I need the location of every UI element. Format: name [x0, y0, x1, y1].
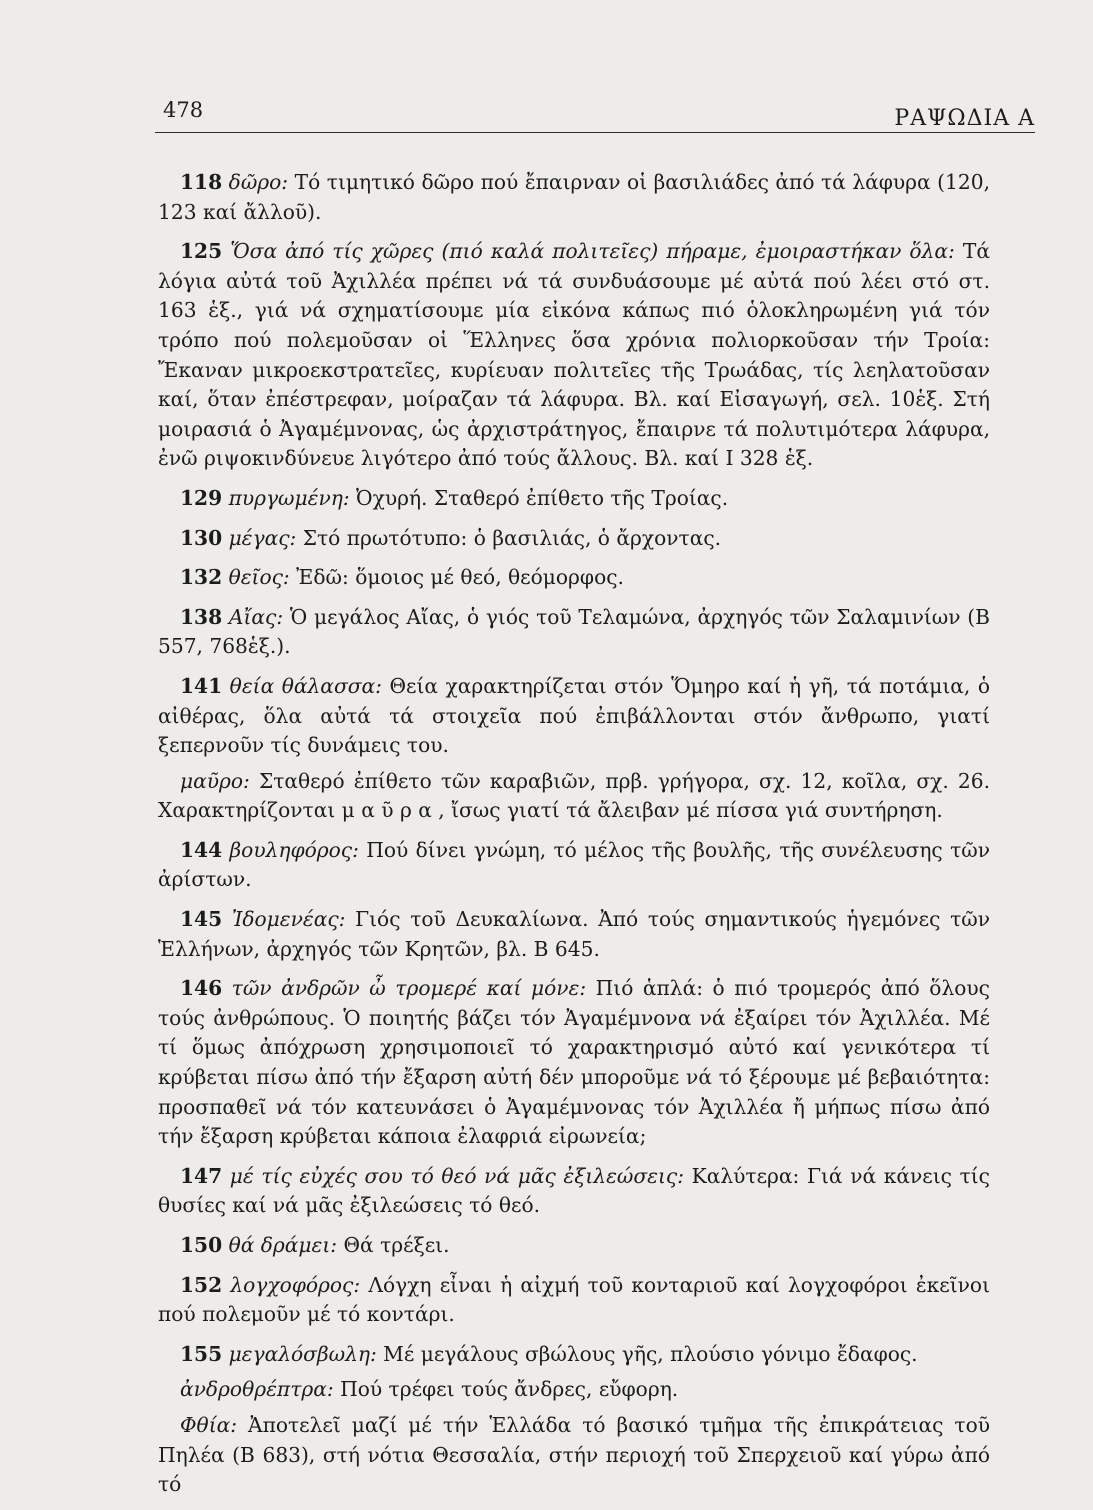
line-number: 129: [180, 485, 223, 510]
lemma: Ἰδομενέας:: [231, 907, 346, 932]
note-138: [158, 603, 990, 662]
note-text: Ὁ μεγάλος Αἴας, ὁ γιός τοῦ Τελαμώνα, ἀρχηγός τῶν Σαλαμινίων (Β 557, 768ἑξ.).: [158, 604, 991, 659]
note-150: [158, 1231, 990, 1261]
lemma: μέγας:: [228, 525, 297, 550]
line-number: 141: [180, 673, 223, 698]
note-144: [158, 836, 990, 895]
lemma: θά δράμει:: [228, 1233, 338, 1257]
lemma: Αἴας:: [228, 604, 284, 629]
lemma: θεῖος:: [228, 565, 290, 590]
line-number: 118: [180, 170, 223, 194]
line-number: 145: [180, 907, 223, 932]
line-number: 146: [180, 976, 223, 1001]
note-155-androthreptra: [158, 1375, 990, 1405]
lemma: τῶν ἀνδρῶν ὦ τρομερέ καί μόνε:: [231, 976, 587, 1001]
note-147: [158, 1162, 990, 1221]
note-text: Πού δίνει γνώμη, τό μέλος τῆς βουλῆς, τῆς συνέλευσης τῶν ἀρίστων.: [158, 837, 990, 892]
note-text: Ἐδῶ: ὅμοιος μέ θεό, θεόμορφος.: [289, 565, 624, 590]
note-text: Στό πρωτότυπο: ὁ βασιλιάς, ὁ ἄρχοντας.: [296, 525, 722, 550]
lemma: Φθία:: [180, 1412, 238, 1437]
note-text: Λόγχη εἶναι ἡ αἰχμή τοῦ κονταριοῦ καί λογχοφόροι ἐκεῖνοι πού πολεμοῦν μέ τό κοντάρι.: [158, 1272, 990, 1327]
line-number: 138: [180, 604, 223, 629]
note-text: Πού τρέφει τούς ἄνδρες, εὔφορη.: [333, 1377, 679, 1402]
note-146: [158, 974, 990, 1152]
lemma: μεγαλόσβωλη:: [228, 1341, 377, 1366]
note-118: [158, 168, 990, 227]
note-125: [158, 237, 990, 474]
note-141: [158, 672, 990, 761]
note-132: [158, 563, 990, 593]
note-text: Ἀποτελεῖ μαζί μέ τήν Ἑλλάδα τό βασικό τμῆμα τῆς ἐπικράτειας τοῦ Πηλέα (Β 683), στή νότια Θεσσαλία, στήν περιοχή τοῦ Σπερχειοῦ καί γύρω ἀπό τό: [158, 1412, 990, 1497]
line-number: 155: [180, 1341, 223, 1366]
line-number: 130: [180, 525, 223, 550]
note-155-fthia: [158, 1411, 990, 1500]
lemma: λογχοφόρος:: [230, 1272, 361, 1297]
running-header: [155, 92, 1035, 133]
note-text: Καλύτερα: Γιά νά κάνεις τίς θυσίες καί νά μᾶς ἐξιλεώσεις τό θεό.: [158, 1163, 990, 1218]
lemma: μαῦρο:: [180, 768, 250, 793]
note-130: [158, 524, 990, 554]
lemma: δῶρο:: [228, 170, 289, 194]
lemma: βουληφόρος:: [229, 837, 359, 862]
lemma: μέ τίς εὐχές σου τό θεό νά μᾶς ἐξιλεώσεις:: [229, 1163, 684, 1188]
line-number: 125: [180, 239, 223, 264]
line-number: 144: [180, 837, 223, 862]
note-text: Τά λόγια αὐτά τοῦ Ἀχιλλέα πρέπει νά τά συνδυάσουμε μέ αὐτά πού λέει στό στ. 163 ἑξ., γιά νά σχηματίσουμε μία εἰκόνα κάπως πιό ὁλοκληρωμένη γιά τόν τρόπο πού πολεμοῦσαν οἱ Ἕλληνες ὅσα χρόνια πολιορκοῦσαν τήν Τροία: Ἔκαναν μικροεκστρατεῖες, κυρίευαν πολιτεῖες τῆς Τρωάδας, τίς λεηλατοῦσαν καί, ὅταν ἐπέστρεφαν, μοίραζαν τά λάφυρα. Βλ. καί Εἰσαγωγή, σελ. 10ἑξ. Στή μοιρασιά ὁ Ἀγαμέμνονας, ὡς ἀρχιστράτηγος, ἔπαιρνε τά πολυτιμότερα λάφυρα, ἐνῶ ριψοκινδύνευε λιγότερο ἀπό τούς ἄλλους. Βλ. καί Ι 328 ἑξ.: [158, 239, 991, 471]
lemma: ἀνδροθρέπτρα:: [180, 1377, 334, 1402]
line-number: 150: [180, 1233, 223, 1257]
note-text: Ὀχυρή. Σταθερό ἐπίθετο τῆς Τροίας.: [349, 485, 729, 510]
lemma: πυργωμένη:: [228, 485, 350, 510]
note-155: [158, 1340, 990, 1370]
note-text: Τό τιμητικό δῶρο πού ἔπαιρναν οἱ βασιλιάδες ἀπό τά λάφυρα (120, 123 καί ἄλλοῦ).: [158, 170, 990, 224]
lemma: θεία θάλασσα:: [229, 673, 382, 698]
note-text: Γιός τοῦ Δευκαλίωνα. Ἀπό τούς σημαντικούς ἡγεμόνες τῶν Ἑλλήνων, ἀρχηγός τῶν Κρητῶν, βλ. Β 645.: [158, 907, 990, 961]
note-145: [158, 905, 990, 964]
line-number: 152: [180, 1272, 223, 1297]
lemma: Ὅσα ἀπό τίς χῶρες (πιό καλά πολιτεῖες) πήραμε, ἐμοιραστήκαν ὅλα:: [230, 239, 955, 264]
note-text: Σταθερό ἐπίθετο τῶν καραβιῶν, πρβ. γρήγορα, σχ. 12, κοῖλα, σχ. 26. Χαρακτηρίζονται μ α ῦ ρ α , ἴσως γιατί τά ἄλειβαν μέ πίσσα γιά συντήρηση.: [158, 768, 990, 823]
line-number: 132: [180, 565, 223, 590]
note-text: Θά τρέξει.: [337, 1233, 450, 1257]
line-number: 147: [180, 1163, 223, 1188]
note-text: Μέ μεγάλους σβώλους γῆς, πλούσιο γόνιμο ἔδαφος.: [376, 1341, 918, 1366]
note-text: Θεία χαρακτηρίζεται στόν Ὅμηρο καί ἡ γῆ, τά ποτάμια, ὁ αἰθέρας, ὅλα αὐτά τά στοιχεῖα πού ἐπιβάλλονται στόν ἄνθρωπο, γιατί ξεπερνοῦν τίς δυνάμεις του.: [158, 673, 990, 758]
note-152: [158, 1271, 990, 1330]
note-141-mauro: [158, 767, 990, 826]
running-title: ΡΑΨΩΔΙΑ Α: [894, 106, 1035, 131]
commentary-notes: [158, 168, 990, 1510]
page-number: 478: [163, 98, 204, 122]
note-129: [158, 484, 990, 514]
note-text: Πιό ἁπλά: ὁ πιό τρομερός ἀπό ὅλους τούς ἀνθρώπους. Ὁ ποιητής βάζει τόν Ἀγαμέμνονα νά ἐξαίρει τόν Ἀχιλλέα. Μέ τί ὅμως ἀπόχρωση χρησιμοποιεῖ τό χαρακτηρισμό αὐτό καί γενικότερα τί κρύβεται πίσω ἀπό τήν ἔξαρση αὐτή δέν μποροῦμε νά τό ξέρουμε μέ βεβαιότητα: προσπαθεῖ νά τόν κατευνάσει ὁ Ἀγαμέμνονας τόν Ἀχιλλέα ἤ μήπως πίσω ἀπό τήν ἔξαρση κρύβεται κάποια ἐλαφριά εἰρωνεία;: [158, 976, 990, 1149]
